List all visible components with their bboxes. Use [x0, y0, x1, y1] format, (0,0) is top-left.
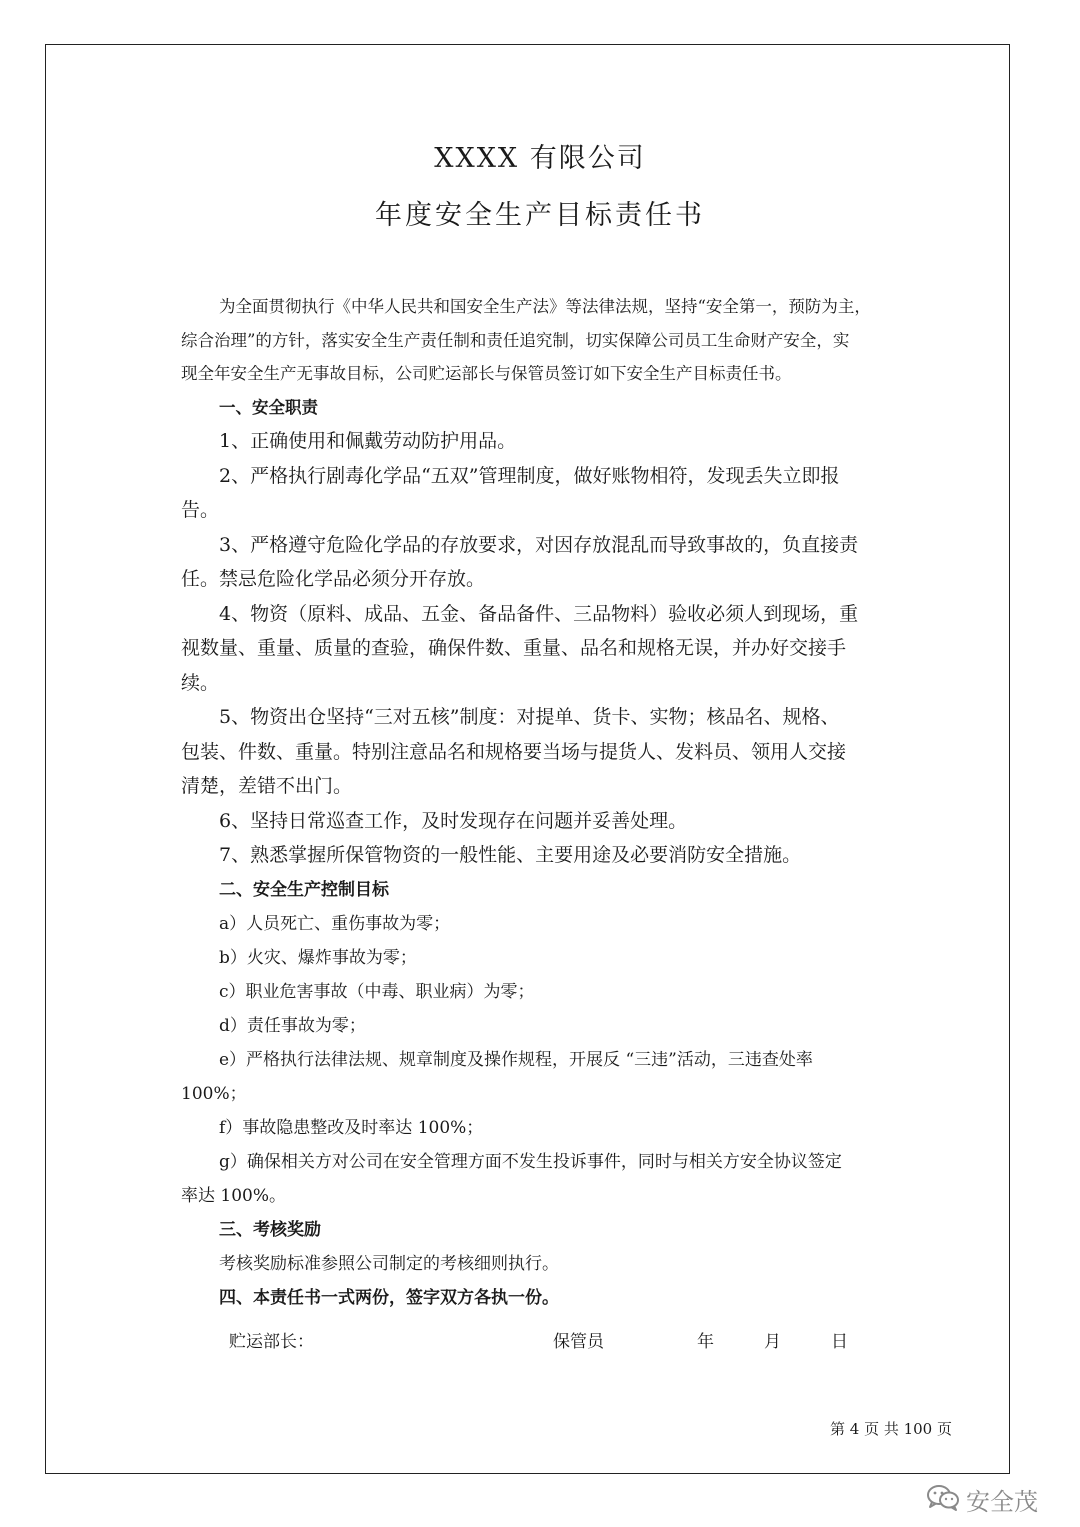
target-item: 率达 100%。: [181, 1185, 287, 1206]
duty-item: 3、严格遵守危险化学品的存放要求，对因存放混乱而导致事故的，负直接责: [219, 533, 859, 556]
duty-item: 1、正确使用和佩戴劳动防护用品。: [219, 430, 517, 452]
signature-day-label: 日: [831, 1332, 848, 1352]
duty-item: 7、熟悉掌握所保管物资的一般性能、主要用途及必要消防安全措施。: [219, 844, 802, 866]
document-title: 年度安全生产目标责任书: [375, 200, 705, 231]
wechat-icon: [926, 1484, 960, 1516]
watermark: [926, 1482, 1038, 1517]
page-number: 第 4 页 共 100 页: [829, 1420, 952, 1438]
reward-text: 考核奖励标准参照公司制定的考核细则执行。: [219, 1253, 559, 1274]
duty-item: 包装、件数、重量。特别注意品名和规格要当场与提货人、发料员、领用人交接: [181, 740, 847, 763]
duty-item: 任。禁忌危险化学品必须分开存放。: [181, 568, 486, 590]
watermark-text: 安全茂: [966, 1488, 1038, 1516]
intro-line: 现全年安全生产无事故目标，公司贮运部长与保管员签订如下安全生产目标责任书。: [181, 364, 792, 383]
duty-item: 4、物资（原料、成品、五金、备品备件、三品物料）验收必须人到现场，重: [219, 602, 859, 625]
duty-item: 告。: [181, 499, 220, 521]
intro-line: 综合治理”的方针，落实安全生产责任制和责任追究制，切实保障公司员工生命财产安全，实: [181, 330, 850, 350]
duty-item: 续。: [181, 671, 220, 694]
section-heading: 四、本责任书一式两份，签字双方各执一份。: [219, 1287, 559, 1308]
target-item: 100%；: [181, 1083, 247, 1104]
signature-director-label: 贮运部长：: [229, 1332, 314, 1352]
target-item: d）责任事故为零；: [219, 1015, 366, 1036]
section-heading: 二、安全生产控制目标: [219, 879, 389, 900]
section-heading: 一、安全职责: [219, 397, 318, 417]
target-item: a）人员死亡、重伤事故为零；: [219, 913, 451, 934]
company-name: XXXX 有限公司: [434, 143, 646, 174]
signature-year-label: 年: [697, 1332, 714, 1352]
target-item: g）确保相关方对公司在安全管理方面不发生投诉事件，同时与相关方安全协议签定: [219, 1151, 842, 1172]
duty-item: 清楚，差错不出门。: [181, 775, 353, 797]
signature-keeper-label: 保管员: [553, 1332, 604, 1352]
target-item: c）职业危害事故（中毒、职业病）为零；: [219, 981, 535, 1002]
signature-month-label: 月: [764, 1332, 781, 1352]
section-heading: 三、考核奖励: [219, 1219, 321, 1240]
duty-item: 5、物资出仓坚持“三对五核”制度：对提单、货卡、实物；核品名、规格、: [219, 706, 840, 728]
duty-item: 2、严格执行剧毒化学品“五双”管理制度，做好账物相符，发现丢失立即报: [219, 464, 840, 487]
target-item: b）火灾、爆炸事故为零；: [219, 947, 417, 968]
target-item: f）事故隐患整改及时率达 100%；: [219, 1117, 484, 1138]
duty-item: 视数量、重量、质量的查验，确保件数、重量、品名和规格无误，并办好交接手: [181, 637, 847, 659]
target-item: e）严格执行法律法规、规章制度及操作规程，开展反 “三违”活动，三违查处率: [219, 1049, 813, 1070]
duty-item: 6、坚持日常巡查工作，及时发现存在问题并妥善处理。: [219, 809, 688, 832]
intro-line: 为全面贯彻执行《中华人民共和国安全生产法》等法律法规，坚持“安全第一，预防为主，: [219, 297, 871, 316]
document-body: [181, 290, 951, 1315]
